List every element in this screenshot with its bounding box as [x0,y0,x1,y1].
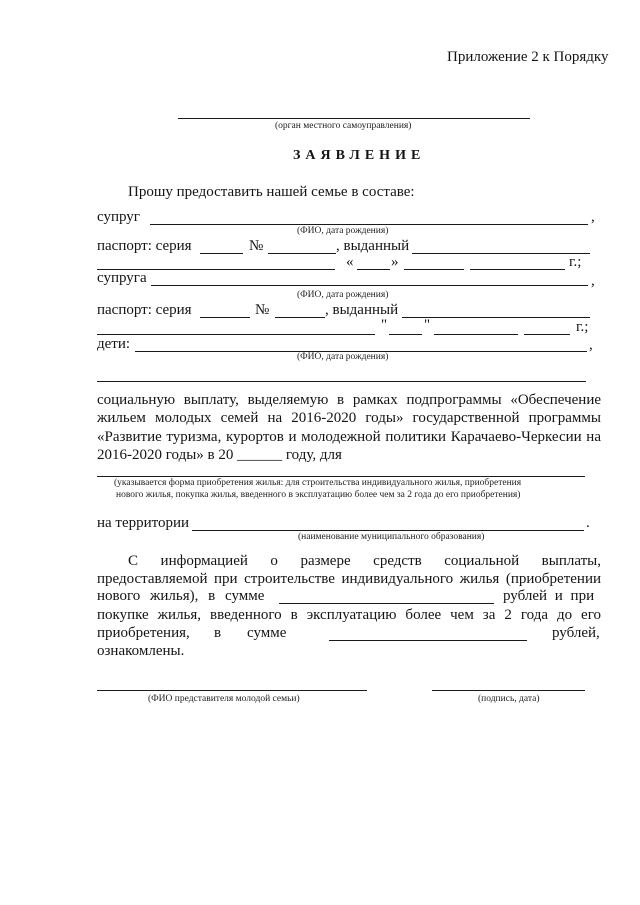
husband-number-line[interactable] [268,253,336,254]
children-extra-line[interactable] [97,381,586,382]
wife-label: супруга [97,270,147,286]
info-line-5-c: сумме [247,625,287,641]
sum-1-line[interactable] [279,603,494,604]
info-line-3-a: нового жилья), в сумме [97,588,265,604]
wife-series-line[interactable] [200,317,250,318]
husband-date-day-line[interactable] [357,269,390,270]
territory-line[interactable] [192,530,584,531]
info-line-6: ознакомлены. [97,643,185,659]
husband-fio-line[interactable] [150,224,588,225]
husband-label: супруг [97,209,140,225]
sum-2-line[interactable] [329,640,527,641]
wife-date-year-line[interactable] [524,334,570,335]
husband-issued-line[interactable] [412,253,590,254]
husband-date-month-line[interactable] [404,269,464,270]
territory-period: . [586,515,590,531]
wife-issued-label: , выданный [325,302,399,318]
info-line-5-b: в [214,625,222,641]
wife-year-suffix: г.; [576,319,589,335]
info-line-4: покупке жилья, введенного в эксплуатацию более чем за 2 года до его [97,607,601,623]
wife-comma: , [591,273,595,289]
husband-series-line[interactable] [200,253,243,254]
intro-text: Прошу предоставить нашей семье в составе: [128,184,415,200]
wife-issued-line-2[interactable] [97,334,375,335]
husband-number-sign: № [249,238,264,254]
purchase-form-caption-1: (указывается форма приобретения жилья: для строительства индивидуального жилья, приобретения [114,478,522,488]
children-label: дети: [97,336,131,352]
signature-date-line[interactable] [432,690,585,691]
children-fio-caption: (ФИО, дата рождения) [297,352,389,362]
wife-passport-series-label: паспорт: серия [97,302,192,318]
wife-issued-line[interactable] [402,317,590,318]
info-line-3-b: рублей и при [503,588,595,604]
document-title: ЗАЯВЛЕНИЕ [293,148,426,163]
wife-date-month-line[interactable] [434,334,518,335]
purchase-form-caption-2: нового жилья, покупка жилья, введенного в эксплуатацию более чем за 2 года до его приобретения) [116,490,521,500]
representative-name-line[interactable] [97,690,367,691]
husband-date-year-line[interactable] [470,269,565,270]
info-line-5-a: приобретения, [97,625,190,641]
info-line-5-d: рублей, [552,625,600,641]
husband-date-quote-open: « [346,254,354,270]
wife-number-sign: № [255,302,270,318]
wife-fio-line[interactable] [151,285,588,286]
representative-caption: (ФИО представителя молодой семьи) [148,694,300,704]
org-line[interactable] [178,118,530,119]
wife-date-quote-close: " [424,317,431,333]
husband-comma: , [591,209,595,225]
wife-number-line[interactable] [275,317,325,318]
children-comma: , [589,337,593,353]
husband-year-suffix: г.; [569,254,582,270]
wife-date-quote-open: " [381,317,388,333]
info-line-1: С информацией о размере средств социальной выплаты, [128,553,601,569]
org-caption: (орган местного самоуправления) [275,121,412,131]
territory-label: на территории [97,515,190,531]
husband-passport-series-label: паспорт: серия [97,238,192,254]
territory-caption: (наименование муниципального образования) [298,532,485,542]
appendix-note: Приложение 2 к Порядку [447,49,609,65]
subsidy-paragraph: социальную выплату, выделяемую в рамках подпрограммы «Обеспечение жильем молодых семей на 2016-2020 годы» государственной программы «Развитие туризма, курортов и молодежной политики Карачаево-Черкесии на 2016-2020 годы» в 20 ______ году, для [97,392,601,464]
purchase-form-line[interactable] [97,476,585,477]
wife-date-day-line[interactable] [389,334,422,335]
husband-issued-label: , выданный [336,238,410,254]
husband-date-quote-close: » [391,254,399,270]
info-line-2: предоставляемой при строительстве индивидуального жилья (приобретении [97,571,601,587]
husband-fio-caption: (ФИО, дата рождения) [297,226,389,236]
wife-fio-caption: (ФИО, дата рождения) [297,290,389,300]
signature-caption: (подпись, дата) [478,694,540,704]
